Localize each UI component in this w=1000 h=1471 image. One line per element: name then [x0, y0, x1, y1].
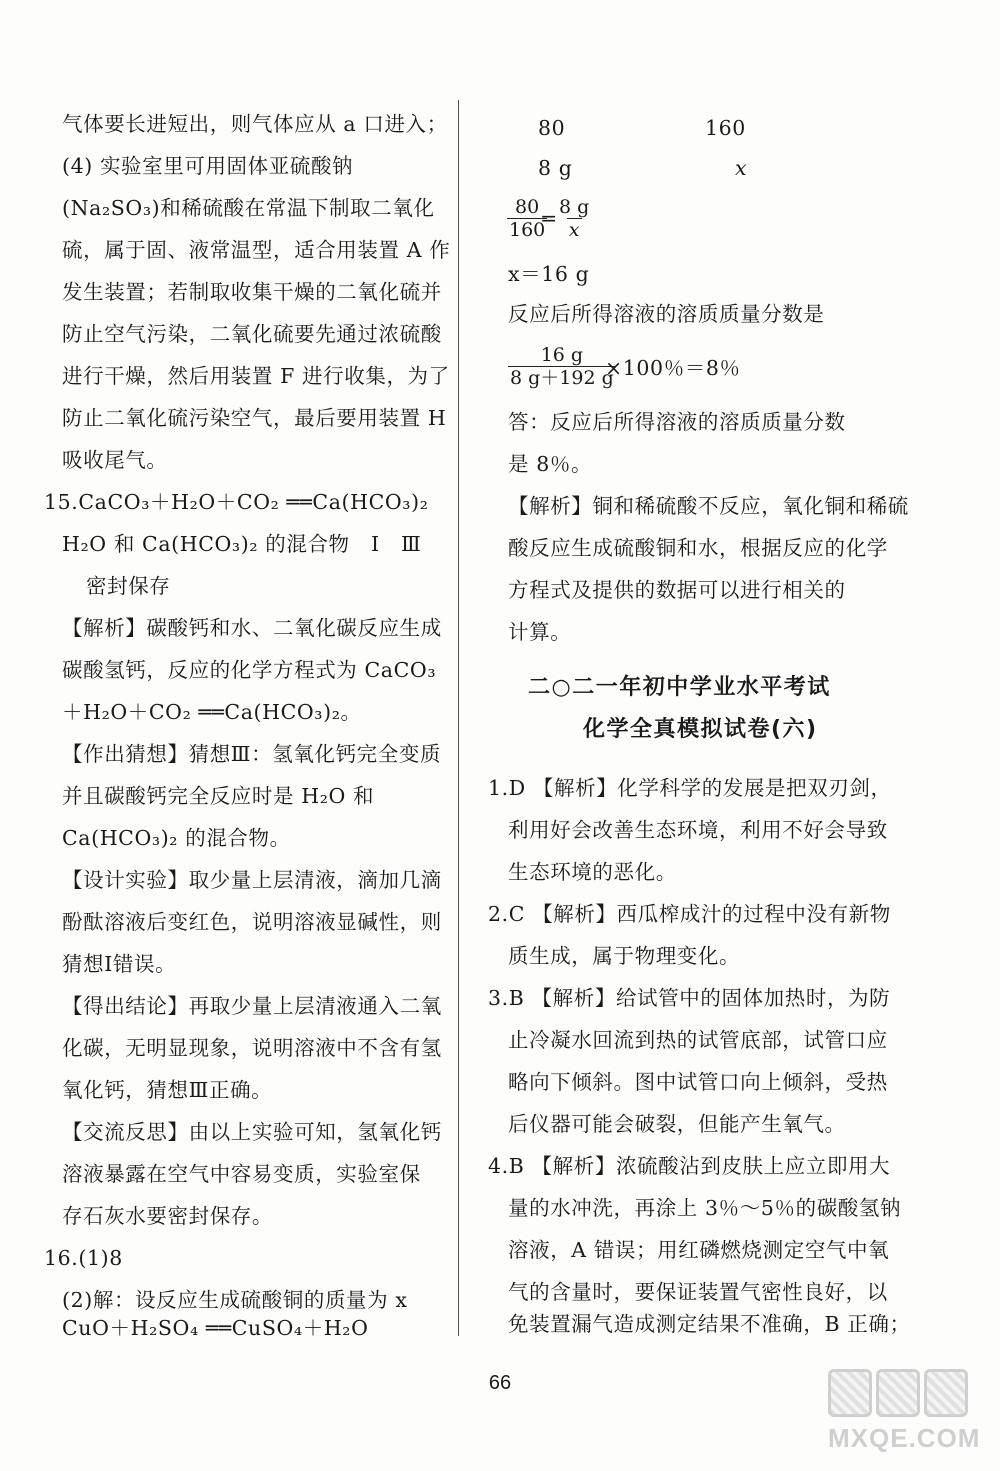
text-line: 量的水冲洗，再涂上 3％～5％的碳酸氢钠: [508, 1196, 902, 1220]
text-line: Ca(HCO₃)₂ 的混合物。: [62, 826, 291, 850]
answer-line: 3.B 【解析】给试管中的固体加热时，为防: [488, 986, 891, 1010]
conclusion-line: 【得出结论】再取少量上层清液通入二氧: [62, 994, 442, 1018]
text-line: 溶液暴露在空气中容易变质，实验室保: [62, 1162, 421, 1186]
fraction-denominator: 160: [509, 219, 546, 241]
text-line: 计算。: [508, 620, 572, 644]
text-line: 存石灰水要密封保存。: [62, 1204, 273, 1228]
analysis-line: 【解析】铜和稀硫酸不反应，氧化铜和稀硫: [508, 494, 909, 518]
text-line: 进行干燥，然后用装置 F 进行收集，为了: [62, 364, 450, 388]
text-line: 发生装置；若制取收集干燥的二氧化硫并: [62, 280, 442, 304]
answer-16-part1: 16.(1)8: [44, 1246, 123, 1270]
text-line: H₂O 和 Ca(HCO₃)₂ 的混合物 Ⅰ Ⅲ: [62, 532, 422, 556]
text-line: 猜想Ⅰ错误。: [62, 952, 177, 976]
ratio-value: 8 g: [538, 156, 573, 180]
fraction-numerator: 80: [515, 196, 540, 218]
text-line: (4) 实验室里可用固体亚硫酸钠: [62, 154, 354, 178]
text-line: (2)解：设反应生成硫酸铜的质量为 x: [62, 1288, 408, 1312]
text-line: 防止二氧化硫污染空气，最后要用装置 H: [62, 406, 447, 430]
answer-line: 4.B 【解析】浓硫酸沾到皮肤上应立即用大: [488, 1154, 891, 1178]
text-line: 止冷凝水回流到热的试管底部，试管口应: [508, 1028, 888, 1052]
text-line: 略向下倾斜。图中试管口向上倾斜，受热: [508, 1070, 888, 1094]
text-line: 硫，属于固、液常温型，适合用装置 A 作: [62, 238, 451, 262]
text-line: 反应后所得溶液的溶质质量分数是: [508, 302, 825, 326]
text-line: 气的含量时，要保证装置气密性良好，以: [508, 1280, 888, 1304]
text-line: 答：反应后所得溶液的溶质质量分数: [508, 410, 846, 434]
text-line: 后仪器可能会破裂，但能产生氧气。: [508, 1112, 846, 1136]
watermark-text: MXQE.COM: [828, 1423, 981, 1453]
fraction-right: [557, 196, 591, 241]
text-line: (Na₂SO₃)和稀硫酸在常温下制取二氧化: [62, 196, 435, 220]
text-line: 并且碳酸钙完全反应时是 H₂O 和: [62, 784, 375, 808]
text-line: 酸反应生成硫酸铜和水，根据反应的化学: [508, 536, 888, 560]
text-line: 化碳，无明显现象，说明溶液中不含有氢: [62, 1036, 442, 1060]
ratio-value: x: [735, 156, 748, 180]
text-line: 密封保存: [86, 574, 171, 598]
fraction-denominator: 8 g＋192 g: [510, 367, 614, 389]
fraction-numerator: 16 g: [540, 344, 584, 366]
text-line: 气体要长进短出，则气体应从 a 口进入；: [62, 112, 448, 136]
reflection-line: 【交流反思】由以上实验可知，氢氧化钙: [62, 1120, 442, 1144]
watermark-glyph-icon: [876, 1369, 920, 1417]
text-line: ＋H₂O＋CO₂ ══Ca(HCO₃)₂。: [62, 700, 362, 724]
text-line: 免装置漏气造成测定结果不准确，B 正确；: [508, 1312, 911, 1336]
answer-line: 2.C 【解析】西瓜榨成汁的过程中没有新物: [488, 902, 891, 926]
equation-line: CuO＋H₂SO₄ ══CuSO₄＋H₂O: [62, 1316, 369, 1340]
page-number: 66: [488, 1372, 512, 1394]
text-line: 防止空气污染，二氧化硫要先通过浓硫酸: [62, 322, 442, 346]
text-line: 吸收尾气。: [62, 448, 168, 472]
text-line: 生态环境的恶化。: [508, 860, 677, 884]
answer-15-equation: 15.CaCO₃＋H₂O＋CO₂ ══Ca(HCO₃)₂: [44, 490, 429, 514]
analysis-line: 【解析】碳酸钙和水、二氧化碳反应生成: [62, 616, 442, 640]
ratio-value: 160: [705, 116, 746, 140]
answer-line: 1.D 【解析】化学科学的发展是把双刃剑，: [488, 776, 892, 800]
text-line: 溶液，A 错误；用红磷燃烧测定空气中氧: [508, 1238, 890, 1262]
watermark-logo: [828, 1369, 981, 1461]
result-x: x＝16 g: [508, 262, 590, 286]
text-line: 氧化钙，猜想Ⅲ正确。: [62, 1078, 273, 1102]
watermark-glyph-icon: [924, 1369, 968, 1417]
section-title-line1: 二○二一年初中学业水平考试: [528, 675, 831, 700]
section-title-line2: 化学全真模拟试卷(六): [583, 717, 818, 742]
fraction-numerator: 8 g: [559, 196, 590, 218]
text-line: 方程式及提供的数据可以进行相关的: [508, 578, 846, 602]
design-line: 【设计实验】取少量上层清液，滴加几滴: [62, 868, 442, 892]
equals-sign: =: [540, 206, 558, 230]
fraction-denominator: x: [568, 219, 580, 241]
text-line: 质生成，属于物理变化。: [508, 944, 741, 968]
text-line: 是 8％。: [508, 452, 593, 476]
hypothesis-line: 【作出猜想】猜想Ⅲ：氢氧化钙完全变质: [62, 742, 442, 766]
percent-result: ×100％＝8％: [605, 356, 741, 380]
ratio-value: 80: [538, 116, 566, 140]
watermark-glyph-icon: [828, 1369, 872, 1417]
text-line: 利用好会改善生态环境，利用不好会导致: [508, 818, 888, 842]
text-line: 碳酸氢钙，反应的化学方程式为 CaCO₃: [62, 658, 437, 682]
fraction-percent: [508, 344, 616, 389]
text-line: 酚酞溶液后变红色，说明溶液显碱性，则: [62, 910, 442, 934]
